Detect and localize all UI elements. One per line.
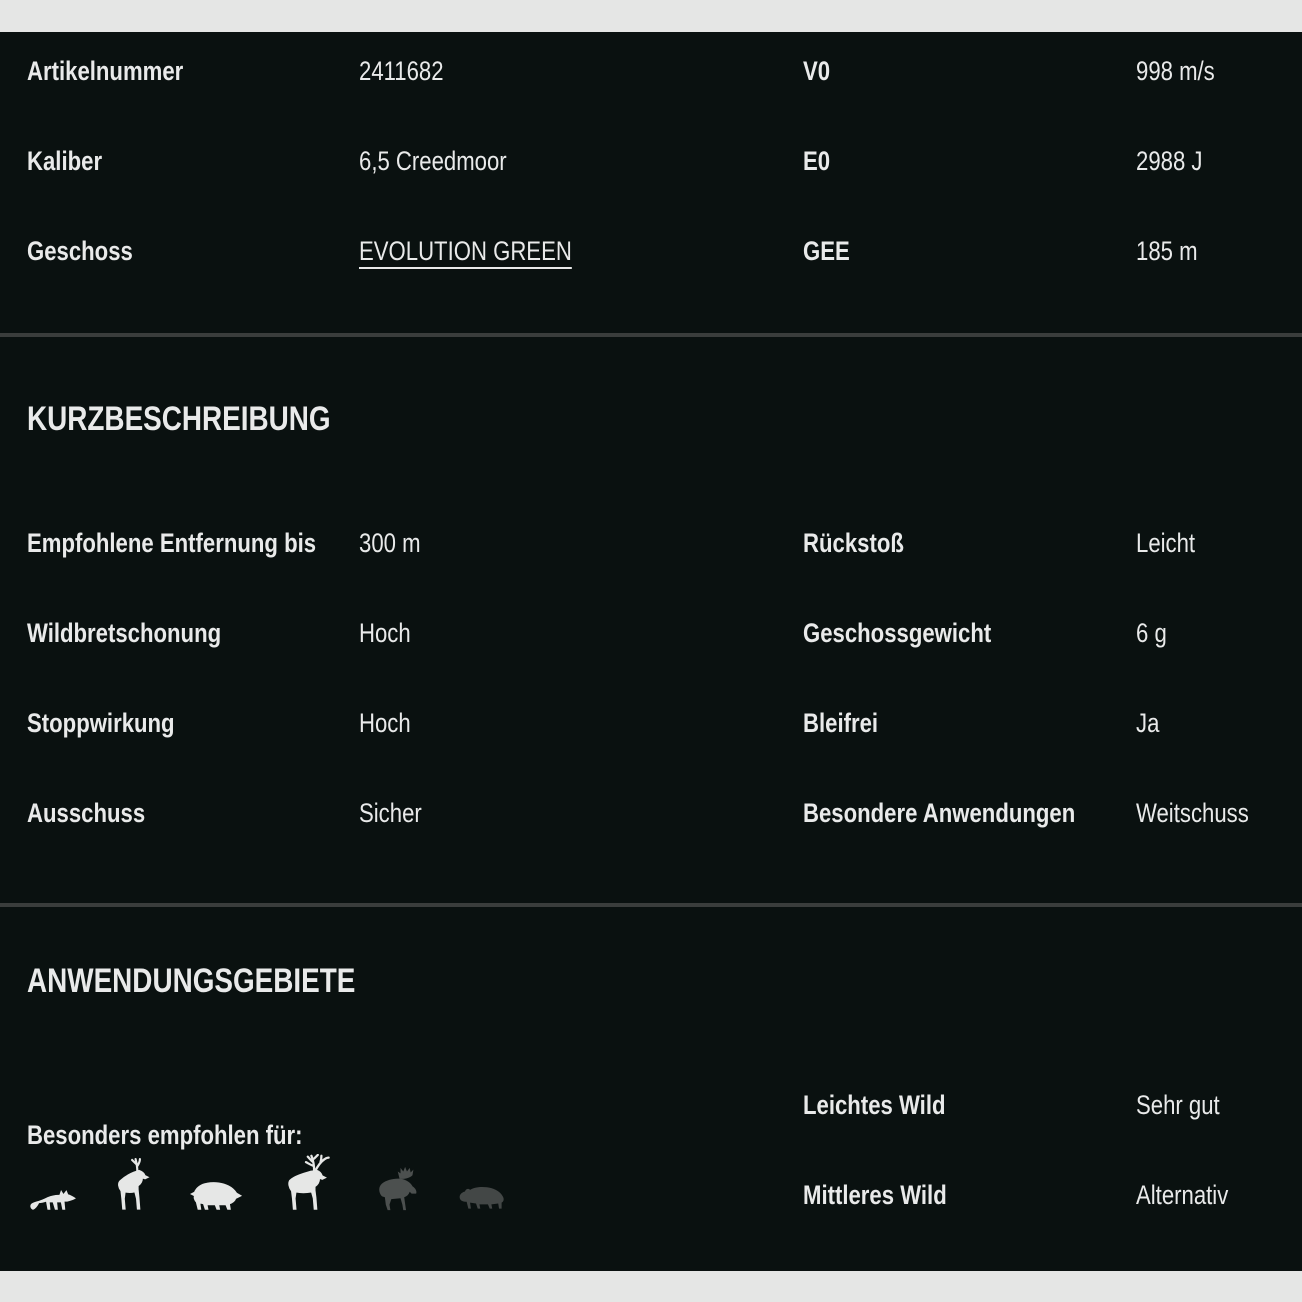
geschossgewicht-label: Geschossgewicht bbox=[803, 617, 992, 648]
e0-value: 2988 J bbox=[1136, 145, 1203, 176]
game-rating-table bbox=[803, 1060, 1302, 1240]
spec-label bbox=[803, 206, 1136, 296]
spec-value bbox=[1136, 588, 1302, 678]
anwendungsgebiete-title-text: ANWENDUNGSGEBIETE bbox=[27, 962, 356, 1000]
spec-label bbox=[27, 678, 359, 768]
spec-label bbox=[27, 588, 359, 678]
spec-label bbox=[803, 116, 1136, 206]
mittleres-wild-label: Mittleres Wild bbox=[803, 1179, 947, 1210]
spec-value bbox=[359, 588, 803, 678]
rueckstoss-value: Leicht bbox=[1136, 527, 1196, 558]
roe-deer-icon bbox=[114, 1158, 152, 1212]
spec-value bbox=[1136, 26, 1302, 116]
leichtes-wild-value: Sehr gut bbox=[1136, 1089, 1220, 1120]
rueckstoss-label: Rückstoß bbox=[803, 527, 904, 558]
spec-value bbox=[1136, 498, 1302, 588]
geschoss-link[interactable]: EVOLUTION GREEN bbox=[359, 235, 572, 266]
spec-label bbox=[803, 678, 1136, 768]
recommended-animals bbox=[30, 1152, 590, 1212]
recommended-for-label bbox=[27, 1120, 363, 1151]
wildbretschonung-value: Hoch bbox=[359, 617, 411, 648]
red-deer-icon bbox=[280, 1154, 332, 1212]
spec-label bbox=[27, 26, 359, 116]
kaliber-value: 6,5 Creedmoor bbox=[359, 145, 507, 176]
entfernung-value: 300 m bbox=[359, 527, 421, 558]
kurzbeschreibung-title-text: KURZBESCHREIBUNG bbox=[27, 400, 331, 438]
top-spec-table bbox=[27, 26, 1302, 296]
artikelnummer-value: 2411682 bbox=[359, 55, 444, 86]
artikelnummer-label: Artikelnummer bbox=[27, 55, 184, 86]
section-divider bbox=[0, 903, 1302, 907]
geschossgewicht-value: 6 g bbox=[1136, 617, 1167, 648]
mittleres-wild-value: Alternativ bbox=[1136, 1179, 1229, 1210]
geschoss-label: Geschoss bbox=[27, 235, 133, 266]
spec-value bbox=[1136, 1150, 1302, 1240]
spec-value bbox=[359, 678, 803, 768]
spec-label bbox=[803, 498, 1136, 588]
spec-label bbox=[803, 768, 1136, 858]
spec-value bbox=[1136, 116, 1302, 206]
spec-value bbox=[359, 768, 803, 858]
spec-value bbox=[1136, 1060, 1302, 1150]
e0-label: E0 bbox=[803, 145, 831, 176]
section-divider bbox=[0, 333, 1302, 337]
spec-label bbox=[803, 588, 1136, 678]
spec-value bbox=[359, 498, 803, 588]
gee-value: 185 m bbox=[1136, 235, 1198, 266]
spec-value bbox=[1136, 768, 1302, 858]
ausschuss-value: Sicher bbox=[359, 797, 422, 828]
spec-label bbox=[803, 1150, 1136, 1240]
spec-value bbox=[1136, 206, 1302, 296]
entfernung-label: Empfohlene Entfernung bis bbox=[27, 527, 317, 558]
spec-label bbox=[27, 768, 359, 858]
v0-label: V0 bbox=[803, 55, 831, 86]
kurzbeschreibung-table bbox=[27, 498, 1302, 858]
recommended-for-text: Besonders empfohlen für: bbox=[27, 1120, 303, 1150]
kaliber-label: Kaliber bbox=[27, 145, 103, 176]
gee-label: GEE bbox=[803, 235, 850, 266]
wildbretschonung-label: Wildbretschonung bbox=[27, 617, 222, 648]
stoppwirkung-label: Stoppwirkung bbox=[27, 707, 175, 738]
besondere-anwendungen-label: Besondere Anwendungen bbox=[803, 797, 1076, 828]
spec-label bbox=[803, 1060, 1136, 1150]
spec-label bbox=[27, 116, 359, 206]
bleifrei-label: Bleifrei bbox=[803, 707, 879, 738]
stoppwirkung-value: Hoch bbox=[359, 707, 411, 738]
leichtes-wild-label: Leichtes Wild bbox=[803, 1089, 946, 1120]
anwendungsgebiete-title bbox=[27, 962, 427, 1001]
bleifrei-value: Ja bbox=[1136, 707, 1160, 738]
spec-value bbox=[359, 26, 803, 116]
besondere-anwendungen-value: Weitschuss bbox=[1136, 797, 1249, 828]
wild-boar-icon bbox=[190, 1176, 242, 1212]
spec-value bbox=[1136, 678, 1302, 768]
spec-value bbox=[359, 116, 803, 206]
moose-icon bbox=[370, 1166, 420, 1212]
fox-icon bbox=[30, 1186, 76, 1212]
spec-label bbox=[27, 206, 359, 296]
spec-label bbox=[803, 26, 1136, 116]
spec-value bbox=[359, 206, 803, 296]
v0-value: 998 m/s bbox=[1136, 55, 1215, 86]
spec-label bbox=[27, 498, 359, 588]
kurzbeschreibung-title bbox=[27, 400, 397, 439]
ausschuss-label: Ausschuss bbox=[27, 797, 146, 828]
bear-icon bbox=[458, 1183, 506, 1212]
